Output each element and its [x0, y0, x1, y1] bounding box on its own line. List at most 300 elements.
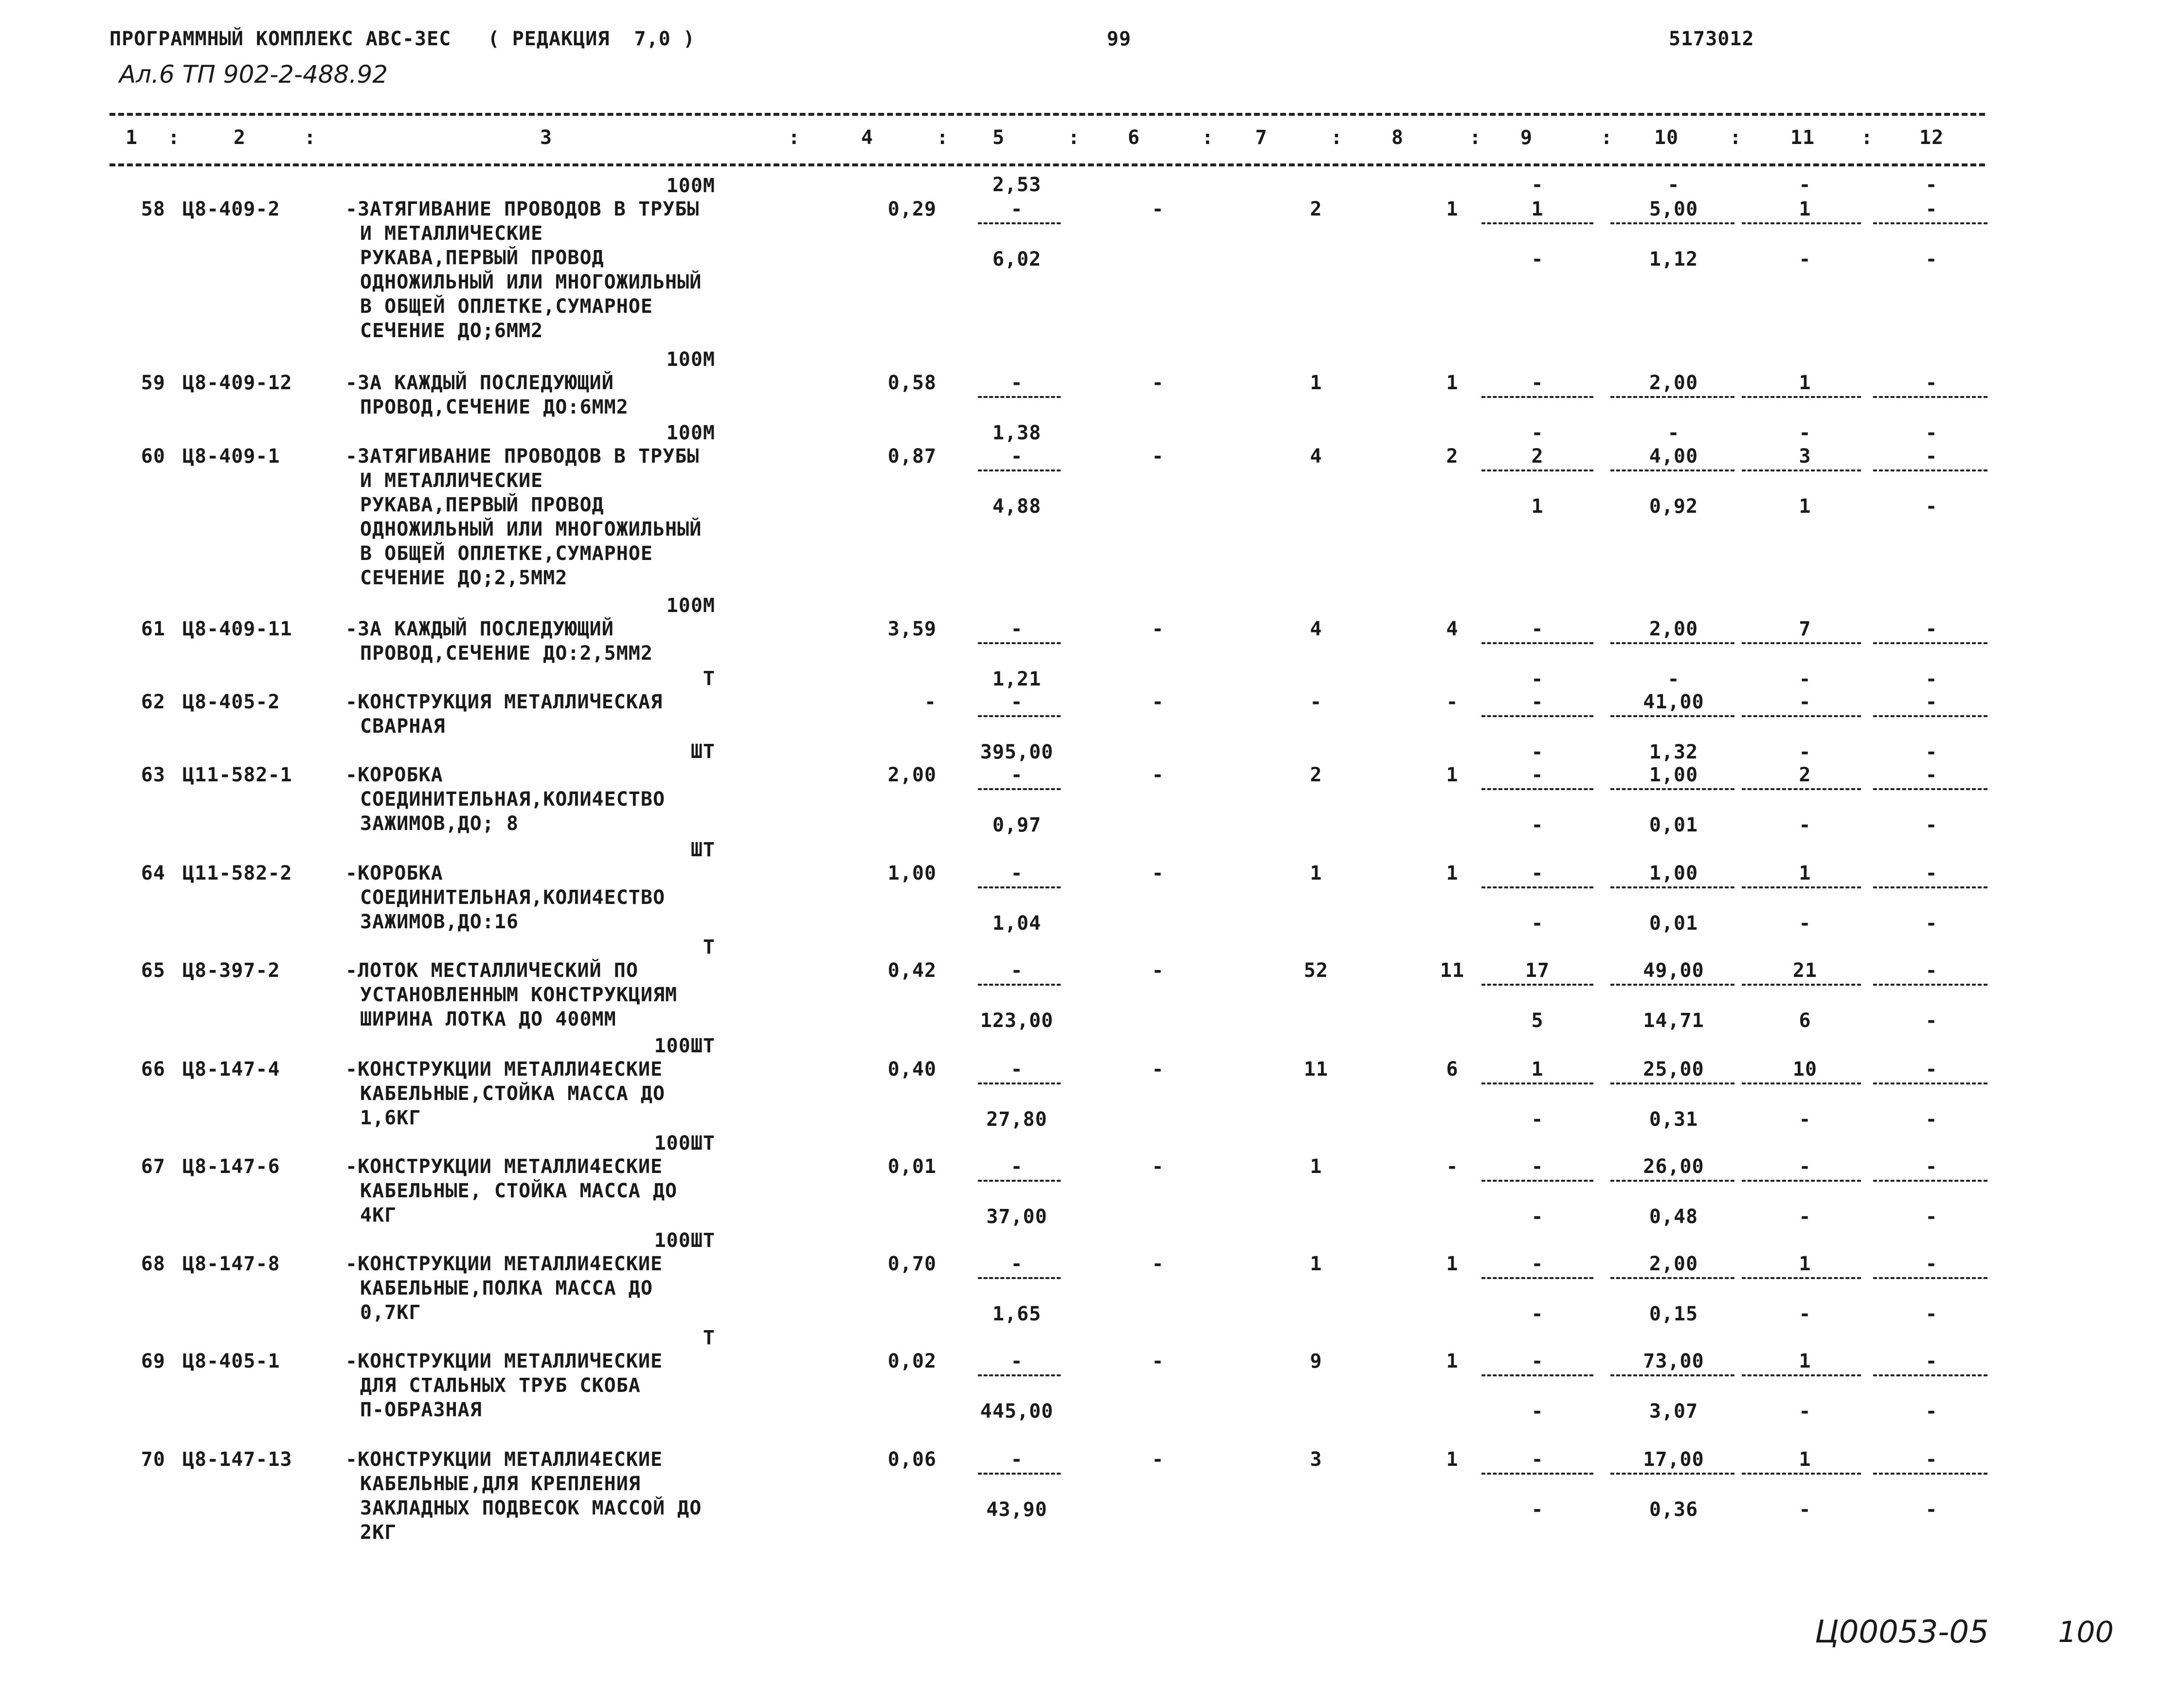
fraction-line	[1873, 469, 1987, 471]
c11-value: 1	[1799, 1350, 1811, 1372]
col5-value: -	[1011, 1058, 1023, 1081]
fraction-line	[978, 1082, 1061, 1084]
col5-bottom: 0,97	[992, 813, 1042, 836]
header-rule-top	[109, 113, 1985, 116]
c12-value: -	[1925, 618, 1938, 640]
c9-bottom: -	[1531, 813, 1544, 836]
fraction-line	[1481, 1082, 1593, 1084]
c11-bottom: -	[1799, 1205, 1811, 1228]
row-number: 68	[141, 1253, 165, 1275]
col5-value: -	[1011, 445, 1023, 468]
c11-value: 1	[1799, 1253, 1811, 1275]
fraction-line	[1610, 886, 1734, 888]
col7-value: 4	[1310, 618, 1322, 640]
fraction-line	[1873, 788, 1987, 790]
description-line: КАБЕЛЬНЫЕ,СТОЙКА МАССА ДО	[360, 1082, 666, 1105]
c9-bottom: -	[1531, 1205, 1544, 1228]
description-line: П-ОБРАЗНАЯ	[360, 1399, 482, 1421]
c9-value: -	[1531, 691, 1544, 713]
fraction-line	[1610, 1374, 1734, 1376]
c11-value: 1	[1799, 862, 1811, 884]
col5-bottom: 37,00	[986, 1205, 1047, 1228]
c12-bottom: -	[1925, 813, 1938, 836]
col7-value: 4	[1310, 445, 1322, 468]
fraction-line	[1481, 1277, 1593, 1279]
row-number: 64	[141, 862, 165, 884]
quantity: 0,40	[887, 1058, 937, 1081]
column-header-6: 6	[1128, 126, 1140, 149]
description-line: КАБЕЛЬНЫЕ, СТОЙКА МАССА ДО	[360, 1180, 678, 1202]
c9-value: 17	[1525, 959, 1550, 982]
rate-code: Ц11-582-1	[182, 764, 292, 786]
c11-bottom: -	[1799, 1400, 1811, 1423]
fraction-line	[978, 1374, 1061, 1376]
fraction-line	[978, 1473, 1061, 1475]
c9-bottom: -	[1531, 1302, 1544, 1325]
col8-value: -	[1446, 1155, 1459, 1178]
col5-value: -	[1011, 1253, 1023, 1275]
c9-bottom: -	[1531, 667, 1544, 690]
row-number: 69	[141, 1350, 165, 1372]
fraction-line	[1481, 886, 1593, 888]
column-separator: :	[1068, 126, 1081, 149]
col8-value: 1	[1446, 198, 1459, 220]
description-line: -КОНСТРУКЦИЯ МЕТАЛЛИЧЕСКАЯ	[345, 691, 663, 713]
c10-value: 4,00	[1649, 445, 1698, 468]
quantity: 0,70	[887, 1253, 937, 1275]
c12-bottom: -	[1925, 421, 1938, 444]
c11-bottom: 1	[1799, 495, 1811, 518]
c12-value: -	[1925, 445, 1938, 468]
fraction-line	[1742, 1473, 1861, 1475]
c11-value: 1	[1799, 1448, 1811, 1471]
rate-code: Ц8-397-2	[182, 959, 280, 982]
col5-bottom: 1,04	[992, 912, 1042, 935]
c11-value: 21	[1792, 959, 1818, 982]
col7-value: 1	[1310, 372, 1322, 394]
c11-bottom: -	[1799, 912, 1811, 935]
c12-top: -	[1925, 174, 1938, 196]
description-line: СЕЧЕНИЕ ДО;6ММ2	[360, 320, 543, 342]
c12-value: -	[1925, 1448, 1938, 1471]
c9-value: -	[1531, 1155, 1544, 1178]
fraction-line	[1742, 642, 1861, 644]
col7-value: 11	[1303, 1058, 1329, 1081]
c10-value: 2,00	[1649, 618, 1698, 640]
fraction-line	[1742, 396, 1861, 398]
c10-bottom: 1,12	[1649, 248, 1698, 270]
description-line: В ОБЩЕЙ ОПЛЕТКЕ,СУМАРНОЕ	[360, 295, 653, 318]
fraction-line	[1610, 1277, 1734, 1279]
col6-value: -	[1152, 959, 1164, 982]
c10-bottom: 3,07	[1649, 1400, 1698, 1423]
col5-bottom: 43,90	[986, 1498, 1047, 1521]
description-line: 4КГ	[360, 1204, 397, 1226]
row-number: 62	[141, 691, 165, 713]
quantity: 0,87	[887, 445, 937, 468]
column-header-12: 12	[1919, 126, 1944, 149]
fraction-line	[1873, 1473, 1987, 1475]
column-separator: :	[1861, 126, 1874, 149]
c11-value: 3	[1799, 445, 1811, 468]
col6-value: -	[1152, 1350, 1164, 1372]
fraction-line	[978, 886, 1061, 888]
fraction-line	[1481, 1180, 1593, 1182]
c10-value: 26,00	[1643, 1155, 1704, 1178]
c10-bottom: 14,71	[1643, 1009, 1704, 1032]
c10-value: 2,00	[1649, 372, 1698, 394]
col5-bottom: 4,88	[992, 495, 1042, 518]
c12-value: -	[1925, 1058, 1938, 1081]
col7-value: 3	[1310, 1448, 1322, 1471]
c10-value: 73,00	[1643, 1350, 1704, 1372]
fraction-line	[978, 1277, 1061, 1279]
col6-value: -	[1152, 764, 1164, 786]
c11-bottom: -	[1799, 813, 1811, 836]
col5-value: -	[1011, 959, 1023, 982]
unit-label: Т	[703, 936, 715, 958]
row-number: 59	[141, 372, 165, 394]
c11-value: 7	[1799, 618, 1811, 640]
column-header-7: 7	[1255, 126, 1268, 149]
c12-value: -	[1925, 862, 1938, 884]
row-number: 66	[141, 1058, 165, 1081]
fraction-line	[1742, 469, 1861, 471]
c9-value: 2	[1531, 445, 1544, 468]
rate-code: Ц8-147-6	[182, 1155, 280, 1178]
c12-bottom: -	[1925, 1108, 1938, 1131]
fraction-line	[1481, 396, 1593, 398]
c12-bottom: -	[1925, 495, 1938, 518]
fraction-line	[1873, 715, 1987, 717]
footer-stamp: Ц00053-05	[1815, 1614, 1989, 1650]
col7-value: 1	[1310, 1155, 1322, 1178]
col6-value: -	[1152, 691, 1164, 713]
program-header: ПРОГРАММНЫЙ КОМПЛЕКС АВС-3ЕС ( РЕДАКЦИЯ 7,0 )	[109, 28, 695, 50]
col5-bottom: 1,38	[992, 421, 1042, 444]
fraction-line	[1610, 222, 1734, 224]
c11-value: 2	[1799, 764, 1811, 786]
description-line: РУКАВА,ПЕРВЫЙ ПРОВОД	[360, 247, 604, 269]
unit-label: Т	[703, 667, 715, 690]
col6-value: -	[1152, 862, 1164, 884]
col7-value: 9	[1310, 1350, 1322, 1372]
c9-value: -	[1531, 1253, 1544, 1275]
unit-label: 100М	[666, 175, 715, 197]
rate-code: Ц8-409-2	[182, 198, 280, 220]
description-line: ПРОВОД,СЕЧЕНИЕ ДО:6ММ2	[360, 396, 629, 418]
unit-label: 100ШТ	[654, 1035, 715, 1057]
c12-bottom: -	[1925, 1009, 1938, 1032]
unit-label: 100М	[666, 348, 715, 371]
c10-bottom: -	[1667, 421, 1680, 444]
sheet-reference: Ал.6 ТП 902-2-488.92	[119, 60, 388, 89]
fraction-line	[978, 222, 1061, 224]
unit-label: 100ШТ	[654, 1229, 715, 1252]
unit-label: 100ШТ	[654, 1132, 715, 1154]
c11-bottom: -	[1799, 740, 1811, 763]
col6-value: -	[1152, 1253, 1164, 1275]
c10-value: 25,00	[1643, 1058, 1704, 1081]
col7-value: 1	[1310, 862, 1322, 884]
col7-value: 1	[1310, 1253, 1322, 1275]
c11-value: 10	[1792, 1058, 1818, 1081]
description-line: -ЗА КАЖДЫЙ ПОСЛЕДУЮЩИЙ	[345, 372, 614, 394]
rate-code: Ц8-405-1	[182, 1350, 280, 1372]
fraction-line	[1610, 788, 1734, 790]
rate-code: Ц8-405-2	[182, 691, 280, 713]
col5-value: -	[1011, 1350, 1023, 1372]
col6-value: -	[1152, 372, 1164, 394]
row-number: 60	[141, 445, 165, 468]
c11-bottom: -	[1799, 1108, 1811, 1131]
col5-top: 2,53	[992, 174, 1042, 196]
quantity: 0,58	[887, 372, 937, 394]
c11-bottom: -	[1799, 1302, 1811, 1325]
col8-value: 11	[1440, 959, 1465, 982]
c9-bottom: -	[1531, 912, 1544, 935]
quantity: -	[924, 691, 937, 713]
col5-bottom: 1,21	[992, 667, 1042, 690]
fraction-line	[1742, 1180, 1861, 1182]
fraction-line	[1481, 715, 1593, 717]
rate-code: Ц11-582-2	[182, 862, 292, 884]
c10-value: 1,00	[1649, 764, 1698, 786]
rate-code: Ц8-409-11	[182, 618, 292, 640]
c10-bottom: 0,92	[1649, 495, 1698, 518]
fraction-line	[1873, 886, 1987, 888]
description-line: В ОБЩЕЙ ОПЛЕТКЕ,СУМАРНОЕ	[360, 542, 653, 565]
col5-bottom: 395,00	[980, 740, 1054, 763]
row-number: 61	[141, 618, 165, 640]
fraction-line	[978, 715, 1061, 717]
c10-bottom: 1,32	[1649, 740, 1698, 763]
c9-value: -	[1531, 1448, 1544, 1471]
c10-bottom: 0,31	[1649, 1108, 1698, 1131]
column-separator: :	[937, 126, 949, 149]
c9-bottom: -	[1531, 421, 1544, 444]
col8-value: -	[1446, 691, 1459, 713]
column-separator: :	[168, 126, 180, 149]
c12-bottom: -	[1925, 912, 1938, 935]
c12-value: -	[1925, 959, 1938, 982]
fraction-line	[1873, 1277, 1987, 1279]
c12-value: -	[1925, 764, 1938, 786]
fraction-line	[1873, 642, 1987, 644]
description-line: И МЕТАЛЛИЧЕСКИЕ	[360, 469, 543, 492]
c10-bottom: -	[1667, 667, 1680, 690]
c12-bottom: -	[1925, 1302, 1938, 1325]
c10-value: 49,00	[1643, 959, 1704, 982]
col6-value: -	[1152, 198, 1164, 220]
fraction-line	[1742, 984, 1861, 986]
fraction-line	[978, 469, 1061, 471]
description-line: -КОНСТРУКЦИИ МЕТАЛЛИ4ЕСКИЕ	[345, 1253, 663, 1275]
column-separator: :	[1730, 126, 1742, 149]
row-number: 58	[141, 198, 165, 220]
unit-label: 100М	[666, 422, 715, 444]
rate-code: Ц8-409-12	[182, 372, 292, 394]
c12-bottom: -	[1925, 1205, 1938, 1228]
c9-value: 1	[1531, 198, 1544, 220]
fraction-line	[1481, 984, 1593, 986]
c10-bottom: 0,36	[1649, 1498, 1698, 1521]
fraction-line	[1873, 1374, 1987, 1376]
fraction-line	[1873, 984, 1987, 986]
col7-value: 52	[1303, 959, 1329, 982]
c9-bottom: -	[1531, 1108, 1544, 1131]
col5-value: -	[1011, 764, 1023, 786]
fraction-line	[978, 396, 1061, 398]
description-line: -ЗАТЯГИВАНИЕ ПРОВОДОВ В ТРУБЫ	[345, 445, 700, 468]
fraction-line	[1610, 469, 1734, 471]
fraction-line	[1610, 1082, 1734, 1084]
fraction-line	[1873, 1180, 1987, 1182]
rate-code: Ц8-147-4	[182, 1058, 280, 1081]
description-line: РУКАВА,ПЕРВЫЙ ПРОВОД	[360, 494, 604, 516]
c12-bottom: -	[1925, 740, 1938, 763]
quantity: 3,59	[887, 618, 937, 640]
unit-label: Т	[703, 1327, 715, 1349]
c9-bottom: -	[1531, 1400, 1544, 1423]
description-line: -КОНСТРУКЦИИ МЕТАЛЛИ4ЕСКИЕ	[345, 1155, 663, 1178]
col6-value: -	[1152, 445, 1164, 468]
fraction-line	[978, 642, 1061, 644]
col5-value: -	[1011, 198, 1023, 220]
column-separator: :	[1331, 126, 1343, 149]
c10-bottom: 0,01	[1649, 813, 1698, 836]
fraction-line	[1481, 788, 1593, 790]
description-line: КАБЕЛЬНЫЕ,ПОЛКА МАССА ДО	[360, 1277, 653, 1299]
fraction-line	[1873, 1082, 1987, 1084]
fraction-line	[1481, 1374, 1593, 1376]
col7-value: -	[1310, 691, 1322, 713]
c12-bottom: -	[1925, 248, 1938, 270]
c9-value: 1	[1531, 1058, 1544, 1081]
document-code: 5173012	[1669, 28, 1754, 50]
col8-value: 1	[1446, 764, 1459, 786]
c11-value: -	[1799, 691, 1811, 713]
fraction-line	[1610, 1180, 1734, 1182]
description-line: ПРОВОД,СЕЧЕНИЕ ДО:2,5ММ2	[360, 642, 653, 665]
c12-value: -	[1925, 372, 1938, 394]
col5-value: -	[1011, 372, 1023, 394]
col6-value: -	[1152, 618, 1164, 640]
column-separator: :	[1601, 126, 1613, 149]
description-line: ЗАКЛАДНЫХ ПОДВЕСОК МАССОЙ ДО	[360, 1497, 702, 1519]
column-separator: :	[304, 126, 317, 149]
fraction-line	[1742, 788, 1861, 790]
description-line: ЗАЖИМОВ,ДО:16	[360, 911, 519, 933]
description-line: 1,6КГ	[360, 1107, 421, 1129]
c10-top: -	[1667, 174, 1680, 196]
c10-value: 1,00	[1649, 862, 1698, 884]
description-line: СВАРНАЯ	[360, 715, 446, 738]
fraction-line	[1873, 222, 1987, 224]
quantity: 2,00	[887, 764, 937, 786]
fraction-line	[978, 788, 1061, 790]
description-line: 2КГ	[360, 1521, 397, 1544]
row-number: 67	[141, 1155, 165, 1178]
quantity: 0,42	[887, 959, 937, 982]
description-line: КАБЕЛЬНЫЕ,ДЛЯ КРЕПЛЕНИЯ	[360, 1473, 641, 1495]
col8-value: 6	[1446, 1058, 1459, 1081]
c11-bottom: -	[1799, 1498, 1811, 1521]
fraction-line	[1873, 396, 1987, 398]
c10-bottom: 0,01	[1649, 912, 1698, 935]
row-number: 65	[141, 959, 165, 982]
fraction-line	[1481, 222, 1593, 224]
col8-value: 1	[1446, 1448, 1459, 1471]
column-header-4: 4	[861, 126, 874, 149]
description-line: -ЗА КАЖДЫЙ ПОСЛЕДУЮЩИЙ	[345, 618, 614, 640]
c9-top: -	[1531, 174, 1544, 196]
c9-bottom: -	[1531, 248, 1544, 270]
quantity: 0,06	[887, 1448, 937, 1471]
column-header-10: 10	[1654, 126, 1679, 149]
quantity: 0,29	[887, 198, 937, 220]
page-number: 99	[1107, 28, 1132, 50]
col5-value: -	[1011, 691, 1023, 713]
col5-bottom: 123,00	[980, 1009, 1054, 1032]
fraction-line	[1481, 469, 1593, 471]
c11-bottom: -	[1799, 421, 1811, 444]
column-separator: :	[1202, 126, 1214, 149]
unit-label: ШТ	[690, 839, 715, 861]
c9-value: -	[1531, 764, 1544, 786]
c11-top: -	[1799, 174, 1811, 196]
col8-value: 1	[1446, 372, 1459, 394]
fraction-line	[1481, 1473, 1593, 1475]
column-header-9: 9	[1520, 126, 1533, 149]
description-line: -КОНСТРУКЦИИ МЕТАЛЛИ4ЕСКИЕ	[345, 1448, 663, 1471]
row-number: 63	[141, 764, 165, 786]
c11-bottom: 6	[1799, 1009, 1811, 1032]
column-header-8: 8	[1391, 126, 1404, 149]
description-line: ОДНОЖИЛЬНЫЙ ИЛИ МНОГОЖИЛЬНЫЙ	[360, 271, 702, 293]
c10-value: 5,00	[1649, 198, 1698, 220]
fraction-line	[1742, 1082, 1861, 1084]
c9-value: -	[1531, 618, 1544, 640]
c10-value: 17,00	[1643, 1448, 1704, 1471]
c12-bottom: -	[1925, 1498, 1938, 1521]
column-separator: :	[788, 126, 801, 149]
c9-value: -	[1531, 1350, 1544, 1372]
description-line: 0,7КГ	[360, 1301, 421, 1324]
col7-value: 2	[1310, 198, 1322, 220]
rate-code: Ц8-409-1	[182, 445, 280, 468]
fraction-line	[1610, 984, 1734, 986]
col5-bottom: 27,80	[986, 1108, 1047, 1131]
description-line: ШИРИНА ЛОТКА ДО 400ММ	[360, 1008, 616, 1030]
rate-code: Ц8-147-8	[182, 1253, 280, 1275]
col8-value: 1	[1446, 1253, 1459, 1275]
c11-value: 1	[1799, 372, 1811, 394]
c10-bottom: 0,15	[1649, 1302, 1698, 1325]
c9-value: -	[1531, 372, 1544, 394]
col5-value: -	[1011, 1155, 1023, 1178]
quantity: 1,00	[887, 862, 937, 884]
row-number: 70	[141, 1448, 165, 1471]
col6-value: -	[1152, 1448, 1164, 1471]
c12-value: -	[1925, 1155, 1938, 1178]
c10-value: 41,00	[1643, 691, 1704, 713]
c12-bottom: -	[1925, 667, 1938, 690]
c9-bottom: -	[1531, 740, 1544, 763]
fraction-line	[1481, 642, 1593, 644]
column-header-2: 2	[234, 126, 246, 149]
description-line: ЗАЖИМОВ,ДО; 8	[360, 812, 519, 835]
